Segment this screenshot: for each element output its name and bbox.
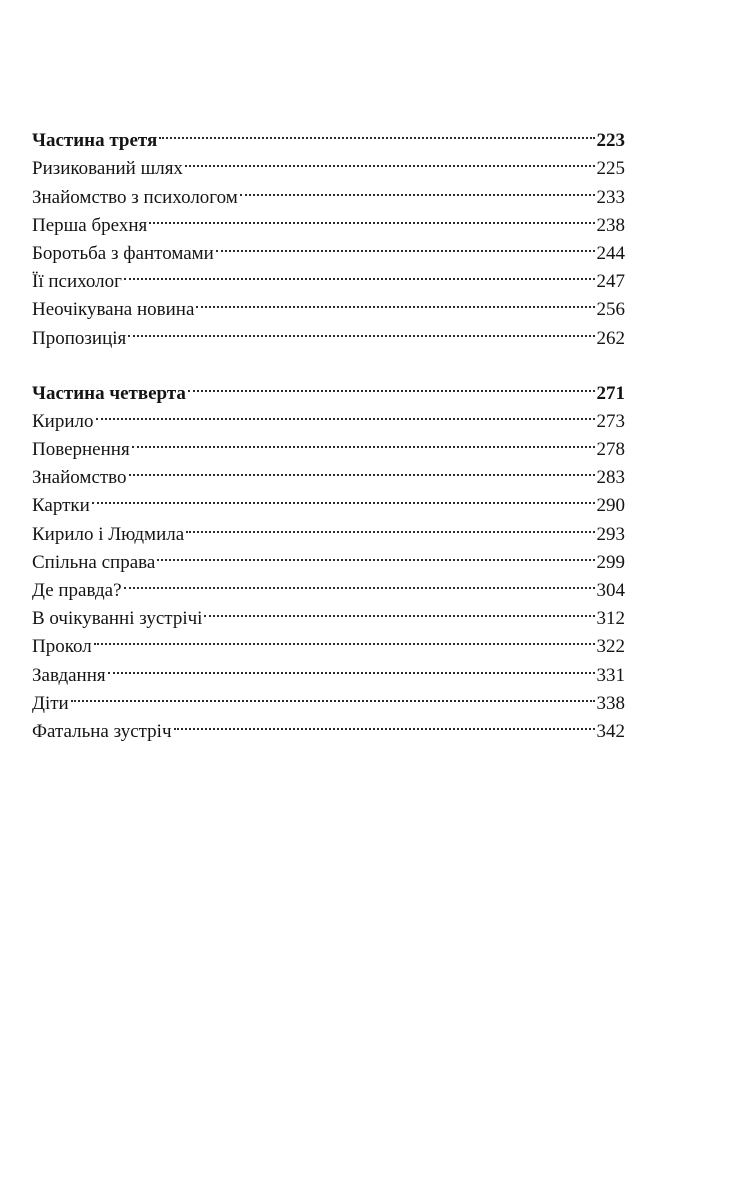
dot-leader [216, 231, 595, 259]
entry-title: В очікуванні зустрічі [32, 608, 203, 630]
toc-heading-row [32, 371, 625, 404]
dot-leader [157, 540, 594, 568]
page-number: 223 [596, 130, 625, 152]
entry-title: Фатальна зустріч [32, 720, 172, 742]
entry-title: Діти [32, 692, 69, 714]
dot-leader [108, 652, 595, 680]
table-of-contents [32, 118, 625, 742]
dot-leader [188, 371, 595, 399]
dot-leader [240, 174, 595, 202]
dot-leader [71, 681, 595, 709]
dot-leader [132, 427, 595, 455]
entry-title: Де правда? [32, 580, 122, 601]
toc-entry [32, 709, 625, 742]
dot-leader [185, 146, 595, 174]
page-number: 322 [596, 636, 625, 658]
dot-leader [94, 624, 595, 652]
toc-entry [32, 652, 625, 686]
entry-title: Кирило і Людмила [32, 523, 185, 545]
page-number: 278 [596, 439, 625, 461]
page-number: 256 [596, 299, 625, 321]
page-number: 262 [596, 327, 625, 349]
section-title: Частина четверта [32, 382, 186, 404]
entry-title: Перша брехня [32, 214, 148, 236]
dot-leader [124, 259, 595, 287]
page-number: 293 [596, 523, 625, 545]
dot-leader [159, 118, 594, 146]
dot-leader [129, 455, 595, 483]
page-number: 247 [596, 271, 625, 293]
entry-title: Пропозиція [32, 327, 127, 349]
entry-title: Її психолог [32, 271, 122, 293]
dot-leader [174, 709, 595, 737]
page-number: 271 [596, 382, 625, 404]
page-number: 273 [596, 410, 625, 432]
page-number: 283 [596, 467, 625, 489]
entry-title: Картки [32, 495, 90, 517]
dot-leader [92, 483, 595, 511]
page-number: 312 [596, 608, 625, 630]
toc-entry [32, 511, 625, 545]
page-number: 290 [596, 495, 625, 517]
page-number: 233 [596, 186, 625, 208]
page-number: 238 [596, 214, 625, 236]
toc-entry [32, 681, 625, 714]
entry-title: Знайомство [32, 467, 127, 489]
toc-entry [32, 399, 625, 432]
section-title: Частина третя [32, 130, 158, 152]
dot-leader [186, 511, 594, 539]
entry-title: Знайомство з психологом [32, 186, 238, 208]
toc-heading-row [32, 118, 625, 152]
page-number: 225 [596, 158, 625, 180]
dot-leader [96, 399, 595, 427]
page-number: 299 [596, 551, 625, 573]
entry-title: Прокол [32, 636, 92, 658]
entry-title: Повернення [32, 439, 130, 461]
page-number: 331 [596, 664, 625, 686]
entry-title: Ризикований шлях [32, 158, 183, 180]
toc-entry [32, 483, 625, 517]
toc-entry [32, 427, 625, 461]
page-number: 304 [596, 580, 625, 601]
entry-title: Завдання [32, 664, 106, 686]
page-number: 244 [596, 242, 625, 264]
toc-section-part-three [32, 118, 625, 349]
toc-entry [32, 624, 625, 658]
dot-leader [149, 203, 594, 231]
dot-leader [204, 596, 594, 624]
dot-leader [128, 315, 594, 343]
entry-title: Боротьба з фантомами [32, 242, 214, 264]
page-number: 342 [596, 720, 625, 742]
dot-leader [124, 568, 595, 596]
dot-leader [196, 287, 594, 315]
page-number: 338 [596, 692, 625, 714]
entry-title: Спільна справа [32, 551, 156, 573]
toc-section-part-four [32, 371, 625, 742]
entry-title: Кирило [32, 410, 94, 432]
entry-title: Неочікувана новина [32, 299, 195, 321]
